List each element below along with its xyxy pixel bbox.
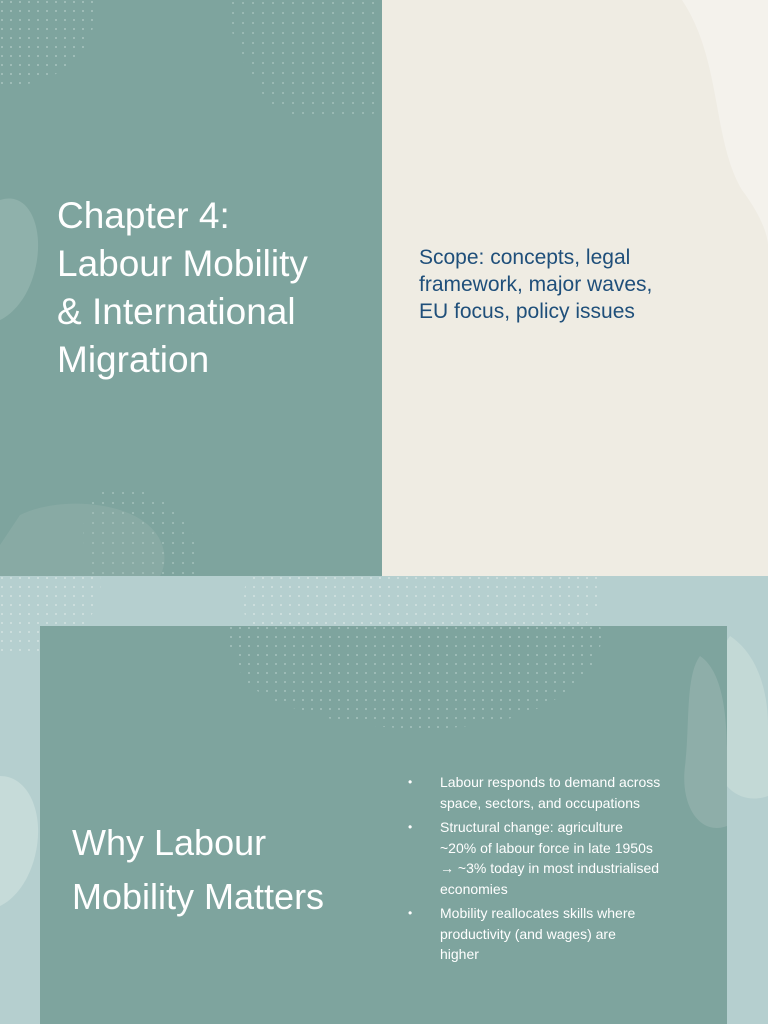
chapter-title-line: & International — [57, 291, 296, 332]
scope-line: EU focus, policy issues — [419, 300, 635, 323]
bullet-line: ~20% of labour force in late 1950s — [440, 839, 653, 856]
content-panel — [40, 626, 727, 1024]
bullet-line: productivity (and wages) are — [440, 925, 616, 942]
chapter-title-line: Chapter 4: — [57, 195, 230, 236]
bullet-item — [408, 817, 698, 899]
bullet-line: Structural change: agriculture — [440, 819, 623, 835]
scope-line: framework, major waves, — [419, 273, 653, 296]
slide-title-line: Why Labour — [72, 822, 267, 863]
bullet-icon: • — [408, 906, 413, 920]
scope-line: Scope: concepts, legal — [419, 246, 631, 269]
bullet-line: Mobility reallocates skills where — [440, 905, 636, 921]
title-panel — [0, 0, 382, 576]
chapter-title-line: Labour Mobility — [57, 243, 308, 284]
chapter-title-line: Migration — [57, 339, 210, 380]
bullet-icon: • — [408, 775, 413, 789]
bullet-line: → ~3% today in most industrialised — [440, 860, 660, 876]
bullet-line: Labour responds to demand across — [440, 774, 661, 790]
scope-text — [419, 244, 739, 325]
slide-title-line: Mobility Matters — [72, 876, 325, 917]
content-slide — [0, 576, 768, 1024]
bullet-item — [408, 772, 698, 813]
bullet-item — [408, 903, 698, 965]
bullet-line: higher — [440, 946, 479, 962]
bullet-icon: • — [408, 820, 413, 834]
bullet-list — [408, 772, 698, 969]
bullet-line: economies — [440, 880, 508, 897]
bullet-line: space, sectors, and occupations — [440, 794, 641, 811]
chapter-title — [57, 192, 367, 384]
slide-title — [72, 816, 392, 924]
